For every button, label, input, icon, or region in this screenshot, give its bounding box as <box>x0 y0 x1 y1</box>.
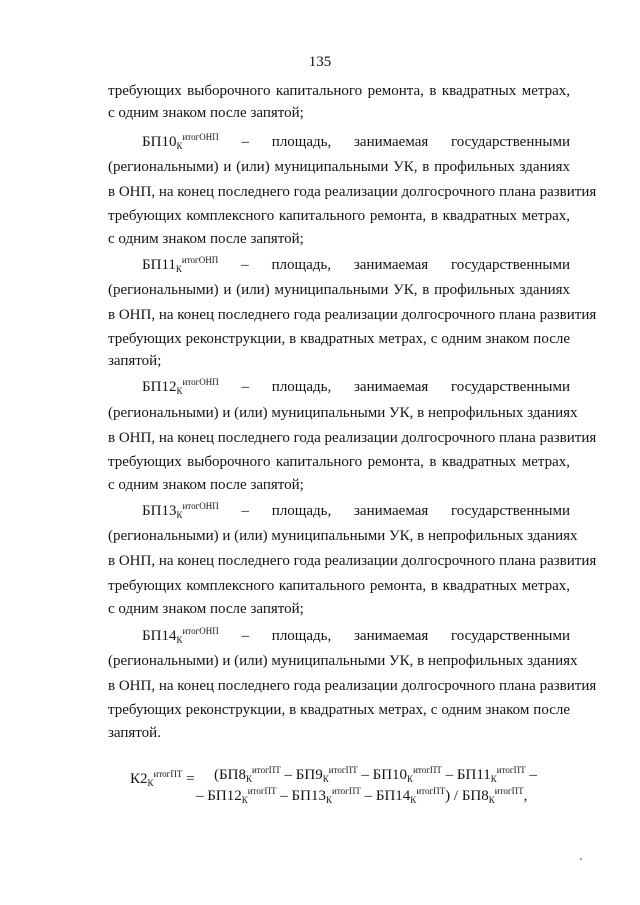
text-line: с одним знаком после запятой; <box>108 601 304 617</box>
formula-row-2: – $БП12_К^{итогПТ} - БП13_К^{итогПТ} - БП14_К^{итогПТ}) / БП8_К^{итогПТ}$, <box>196 786 528 805</box>
text-line: в ОНП, на конец последнего года реализации долгосрочного плана развития <box>108 553 597 569</box>
text-line: (региональными) и (или) муниципальными УК, в непрофильных зданиях <box>108 405 578 421</box>
formula-term-bp9: $БП9_К^{итогПТ}$ <box>295 765 358 784</box>
definition-bp11: $БП11_К^{итогОНП}$ – площадь, занимаемая государственными <box>142 255 570 274</box>
scan-speck <box>580 858 582 860</box>
formula-term-bp11: $БП11_К^{итогПТ}$ <box>456 765 526 784</box>
text-line: (региональными) и (или) муниципальными УК, в непрофильных зданиях <box>108 528 578 544</box>
definition-bp12: $БП12_К^{итогОНП}$ – площадь, занимаемая государственными <box>142 377 570 396</box>
text-line: требующих выборочного капитального ремонта, в квадратных метрах, <box>108 83 570 99</box>
formula-term-bp10: $БП10_К^{итогПТ}$ <box>372 765 442 784</box>
text-line: требующих выборочного капитального ремонта, в квадратных метрах, <box>108 454 570 470</box>
text-line: требующих комплексного капитального ремонта, в квадратных метрах, <box>108 578 570 594</box>
term-bp11: $БП11_К^{итогОНП}$ <box>142 255 219 274</box>
term-bp10: $БП10_К^{итогОНП}$ <box>142 132 219 151</box>
formula-term-bp13: $БП13_К^{итогПТ}$ <box>291 786 361 805</box>
definition-bp14: $БП14_К^{итогОНП}$ – площадь, занимаемая государственными <box>142 626 570 645</box>
term-bp12: $БП12_К^{итогОНП}$ <box>142 377 219 396</box>
formula-term-bp12: $БП12_К^{итогПТ}$ <box>207 786 277 805</box>
formula-term-bp8: $БП8_К^{итогПТ}$ <box>219 765 281 784</box>
formula-row-1: ($БП8_К^{итогПТ} - БП9_К^{итогПТ} - БП10_К^{итогПТ} - БП11_К^{итогПТ}$ – <box>214 765 537 784</box>
formula-lhs: $К2_К^{итогПТ}$ = <box>130 769 195 788</box>
text-line: в ОНП, на конец последнего года реализации долгосрочного плана развития <box>108 678 597 694</box>
text-line: в ОНП, на конец последнего года реализации долгосрочного плана развития <box>108 307 597 323</box>
formula-term-bp14: $БП14_К^{итогПТ}$ <box>375 786 446 805</box>
text-line: запятой. <box>108 725 161 741</box>
text-line: запятой; <box>108 353 162 369</box>
text-line: требующих реконструкции, в квадратных метрах, с одним знаком после <box>108 702 570 718</box>
text-line: в ОНП, на конец последнего года реализации долгосрочного плана развития <box>108 184 597 200</box>
text-line: в ОНП, на конец последнего года реализации долгосрочного плана развития <box>108 430 597 446</box>
definition-bp13: $БП13_К^{итогОНП}$ – площадь, занимаемая государственными <box>142 501 570 520</box>
text-line: (региональными) и (или) муниципальными УК, в непрофильных зданиях <box>108 653 578 669</box>
formula-term-bp8-denominator: $БП8_К^{итогПТ}$ <box>461 786 524 805</box>
text-line: с одним знаком после запятой; <box>108 105 304 121</box>
term-bp14: $БП14_К^{итогОНП}$ <box>142 626 219 645</box>
text-line: (региональными) и (или) муниципальными УК, в профильных зданиях <box>108 282 570 298</box>
text-line: требующих реконструкции, в квадратных метрах, с одним знаком после <box>108 331 570 347</box>
text-line: требующих комплексного капитального ремонта, в квадратных метрах, <box>108 208 570 224</box>
text-line: с одним знаком после запятой; <box>108 231 304 247</box>
page-number: 135 <box>308 54 332 70</box>
text-line: (региональными) и (или) муниципальными УК, в профильных зданиях <box>108 159 570 175</box>
text-line: с одним знаком после запятой; <box>108 477 304 493</box>
definition-bp10: $БП10_К^{итогОНП}$ – площадь, занимаемая государственными <box>142 132 570 151</box>
term-bp13: $БП13_К^{итогОНП}$ <box>142 501 219 520</box>
